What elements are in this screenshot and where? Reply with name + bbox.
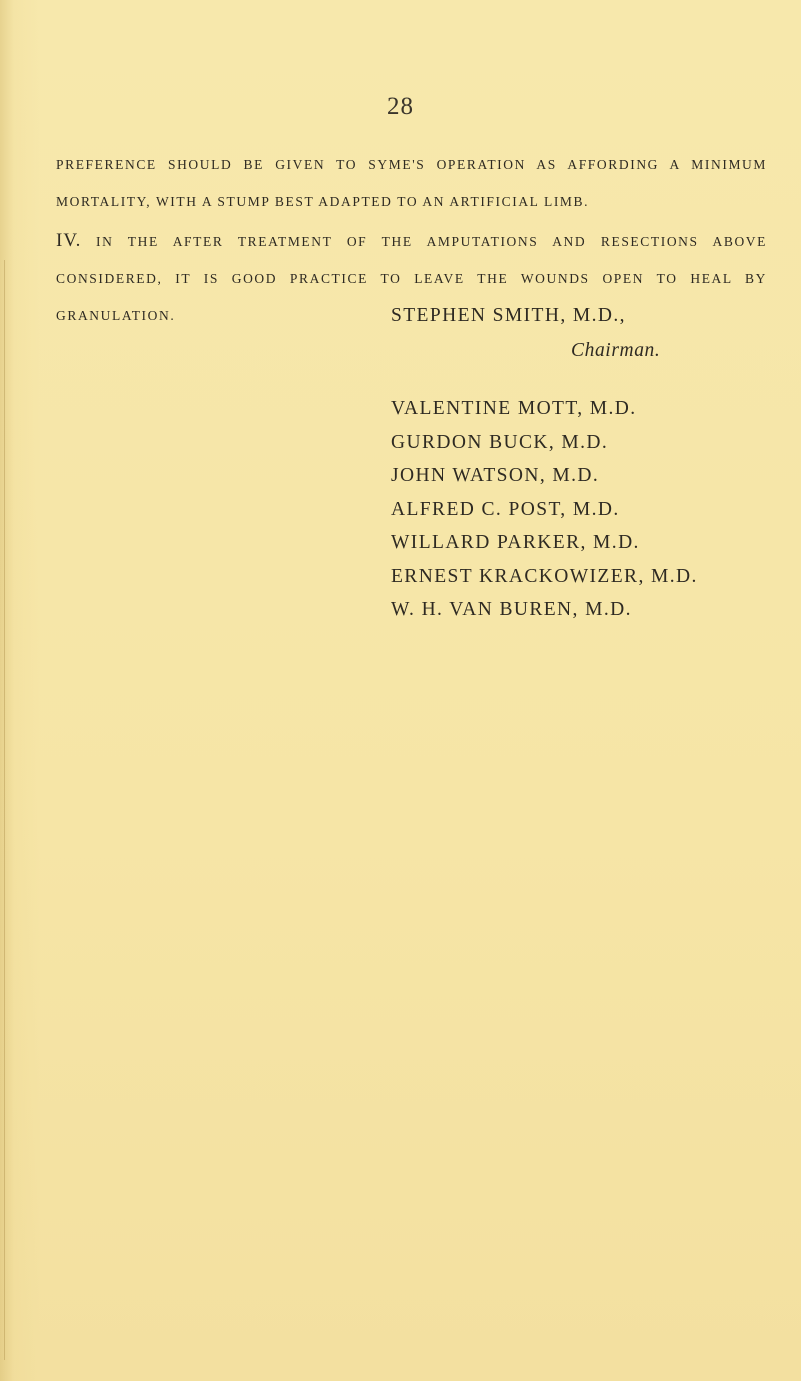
committee-member: VALENTINE MOTT, M.D. [391,398,637,419]
committee-member: JOHN WATSON, M.D. [391,465,600,486]
chairman-name: STEPHEN SMITH, M.D., [391,305,626,326]
paragraph-2-line-2: CONSIDERED, IT IS GOOD PRACTICE TO LEAVE THE WOUNDS OPEN TO HEAL BY [56,271,767,286]
paragraph-conclusion-three [56,146,767,220]
paragraph-1-line-2: MORTALITY, WITH A STUMP BEST ADAPTED TO AN ARTIFICIAL LIMB. [56,194,590,209]
paragraph-2-line-1: IN THE AFTER TREATMENT OF THE AMPUTATIONS AND RESECTIONS ABOVE [95,234,767,249]
committee-member: GURDON BUCK, M.D. [391,431,609,453]
committee-member: W. H. VAN BUREN, M.D. [391,599,632,620]
committee-member: ERNEST KRACKOWIZER, M.D. [391,565,698,587]
committee-member: WILLARD PARKER, M.D. [391,532,640,553]
paragraph-1-line-1: PREFERENCE SHOULD BE GIVEN TO SYME'S OPERATION AS AFFORDING A MINIMUM [56,157,767,172]
paragraph-2-line-3: GRANULATION. [56,308,176,323]
committee-members-list [391,392,698,627]
committee-member: ALFRED C. POST, M.D. [391,498,620,520]
section-numeral: IV. [56,230,82,251]
page-edge-shadow [4,260,5,1360]
chairman-title: Chairman. [571,340,661,361]
page-number: 28 [387,93,414,120]
